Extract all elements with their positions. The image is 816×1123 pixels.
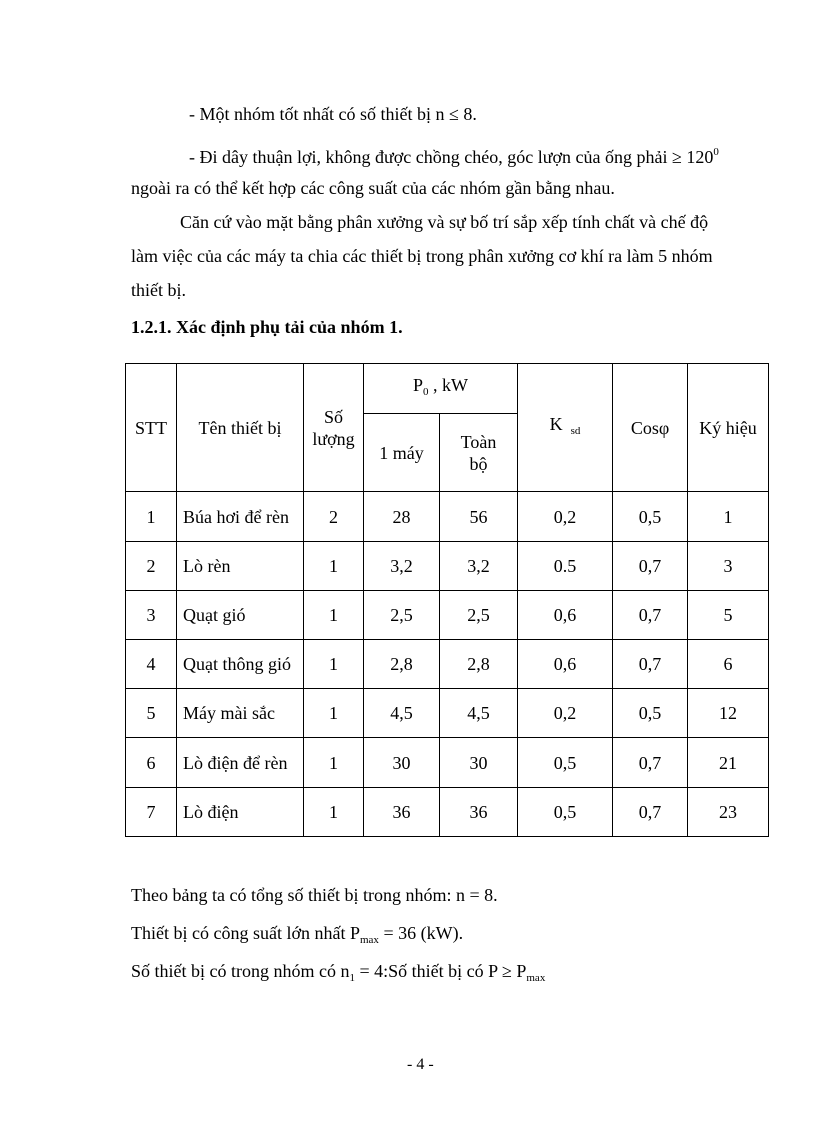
cell-cos: 0,5 — [613, 492, 688, 542]
cell-one: 30 — [364, 738, 440, 788]
cell-all: 3,2 — [440, 542, 518, 591]
cell-stt: 1 — [126, 492, 177, 542]
cell-ksd: 0,5 — [518, 788, 613, 837]
cell-ksd: 0,2 — [518, 492, 613, 542]
table-row — [126, 492, 769, 542]
page-number: - 4 - — [407, 1056, 434, 1073]
cell-one: 4,5 — [364, 689, 440, 738]
cell-all: 2,8 — [440, 640, 518, 689]
cell-cos: 0,7 — [613, 788, 688, 837]
cell-name: Lò điện — [177, 788, 304, 837]
cell-ksd: 0,6 — [518, 640, 613, 689]
bullet-wiring: - Đi dây thuận lợi, không được chồng chéo, góc lượn của ống phải ≥ $120^0$ — [189, 146, 719, 167]
cell-sym: 3 — [688, 542, 769, 591]
summary-n1: Số thiết bị có trong nhóm có $n_1$ = 4:Số thiết bị có $P \ge P_{max}$ — [131, 961, 546, 984]
cell-cos: 0,7 — [613, 591, 688, 640]
cell-one: 28 — [364, 492, 440, 542]
header-name: Tên thiết bị — [177, 364, 304, 492]
cell-sym: 23 — [688, 788, 769, 837]
cell-name: Quạt gió — [177, 591, 304, 640]
cell-stt: 2 — [126, 542, 177, 591]
summary-max-power: Thiết bị có công suất lớn nhất $P_{max} = 36$ (kW). — [131, 923, 464, 946]
table-row — [126, 689, 769, 738]
cell-cos: 0,7 — [613, 640, 688, 689]
section-heading: 1.2.1. Xác định phụ tải của nhóm 1. — [131, 317, 403, 337]
cell-ksd: 0.5 — [518, 542, 613, 591]
table-row — [126, 788, 769, 837]
cell-cos: 0,7 — [613, 738, 688, 788]
cell-qty: 1 — [304, 788, 364, 837]
bullet-group-size: - Một nhóm tốt nhất có số thiết bị n ≤ 8. — [189, 104, 477, 124]
cell-qty: 1 — [304, 542, 364, 591]
cell-one: 3,2 — [364, 542, 440, 591]
header-cos: Cosφ — [613, 364, 688, 492]
header-stt: STT — [126, 364, 177, 492]
cell-all: 4,5 — [440, 689, 518, 738]
cell-one: 2,5 — [364, 591, 440, 640]
cell-cos: 0,7 — [613, 542, 688, 591]
table-row — [126, 591, 769, 640]
cell-qty: 2 — [304, 492, 364, 542]
header-total: Toàn bộ — [440, 414, 518, 492]
table-row — [126, 542, 769, 591]
cell-all: 30 — [440, 738, 518, 788]
cell-cos: 0,5 — [613, 689, 688, 738]
cell-all: 56 — [440, 492, 518, 542]
cell-one: 36 — [364, 788, 440, 837]
header-one-machine: 1 máy — [364, 414, 440, 492]
table-row — [126, 738, 769, 788]
cell-sym: 1 — [688, 492, 769, 542]
cell-ksd: 0,5 — [518, 738, 613, 788]
table-row — [126, 640, 769, 689]
cell-qty: 1 — [304, 591, 364, 640]
cell-name: Quạt thông gió — [177, 640, 304, 689]
para-combine: ngoài ra có thể kết hợp các công suất của các nhóm gần bằng nhau. — [131, 178, 615, 198]
cell-stt: 6 — [126, 738, 177, 788]
header-symbol: Ký hiệu — [688, 364, 769, 492]
cell-sym: 5 — [688, 591, 769, 640]
cell-ksd: 0,2 — [518, 689, 613, 738]
summary-total-devices: Theo bảng ta có tổng số thiết bị trong nhóm: n = 8. — [131, 885, 498, 905]
table-header-row — [126, 364, 769, 414]
cell-all: 36 — [440, 788, 518, 837]
para-basis-line2: làm việc của các máy ta chia các thiết bị trong phân xưởng cơ khí ra làm 5 nhóm — [131, 246, 713, 266]
cell-stt: 7 — [126, 788, 177, 837]
cell-sym: 12 — [688, 689, 769, 738]
cell-all: 2,5 — [440, 591, 518, 640]
header-p0: $P_0$ , kW — [364, 364, 518, 414]
cell-stt: 3 — [126, 591, 177, 640]
cell-stt: 5 — [126, 689, 177, 738]
para-basis-line1: Căn cứ vào mặt bằng phân xưởng và sự bố trí sắp xếp tính chất và chế độ — [180, 212, 709, 232]
equipment-table — [125, 363, 769, 837]
cell-qty: 1 — [304, 689, 364, 738]
para-basis-line3: thiết bị. — [131, 280, 186, 300]
cell-qty: 1 — [304, 640, 364, 689]
cell-one: 2,8 — [364, 640, 440, 689]
cell-qty: 1 — [304, 738, 364, 788]
header-ksd: K $_{sd}$ — [518, 364, 613, 492]
cell-name: Máy mài sắc — [177, 689, 304, 738]
cell-name: Lò rèn — [177, 542, 304, 591]
cell-stt: 4 — [126, 640, 177, 689]
cell-sym: 21 — [688, 738, 769, 788]
cell-sym: 6 — [688, 640, 769, 689]
cell-name: Búa hơi để rèn — [177, 492, 304, 542]
header-qty: Số lượng — [304, 364, 364, 492]
cell-name: Lò điện để rèn — [177, 738, 304, 788]
cell-ksd: 0,6 — [518, 591, 613, 640]
